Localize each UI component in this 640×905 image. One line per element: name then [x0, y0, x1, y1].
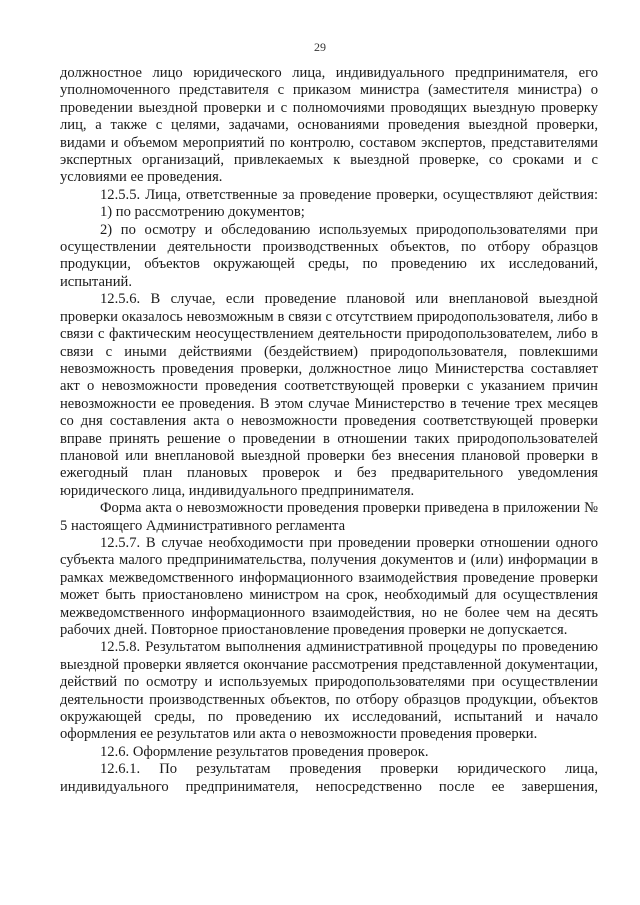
paragraph: 12.6.1. По результатам проведения проверки юридического лица, индивидуального предпринимателя, непосредственно после ее завершения,: [60, 761, 598, 795]
page-number: 29: [314, 40, 326, 54]
paragraph: Форма акта о невозможности проведения проверки приведена в приложении № 5 настоящего Административного регламента: [60, 500, 598, 534]
paragraph: 2) по осмотру и обследованию используемых природопользователями при осуществлении деятельности производственных объектов, по отбору образцов продукции, объектов окружающей среды, по проведению их исследований, испытаний.: [60, 221, 598, 290]
paragraph: 1) по рассмотрению документов;: [100, 204, 305, 221]
paragraph: 12.5.6. В случае, если проведение плановой или внеплановой выездной проверки оказалось невозможным в связи с отсутствием природопользователя, либо в связи с фактическим неосуществлением деятельности природопользователем, либо в связи с иными действиями (бездействием) природопользователя, повлекшими невозможность проведения проверки, должностное лицо Министерства составляет акт о невозможности проведения соответствующей проверки с указанием причин невозможности ее проведения. В этом случае Министерство в течение трех месяцев со дня составления акта о невозможности проведения соответствующей проверки вправе принять решение о проведении в отношении таких природопользователей плановой или внеплановой выездной проверки без внесения плановой проверки в ежегодный план плановых проверок и без предварительного уведомления юридического лица, индивидуального предпринимателя.: [60, 291, 598, 499]
paragraph: 12.5.5. Лица, ответственные за проведение проверки, осуществляют действия:: [100, 186, 598, 203]
paragraph: 12.5.8. Результатом выполнения административной процедуры по проведению выездной проверки является окончание рассмотрения представленной документации, действий по осмотру и используемых природопользователями при осуществлении деятельности производственных объектов, по отбору образцов продукции, объектов окружающей среды, по проведению их исследований, испытаний и начало оформления ее результатов или акта о невозможности проведения проверки.: [60, 639, 598, 743]
document-body: [60, 65, 598, 796]
paragraph: 12.6. Оформление результатов проведения проверок.: [100, 743, 429, 760]
paragraph: должностное лицо юридического лица, индивидуального предпринимателя, его уполномоченного представителя с приказом министра (заместителя министра) о проведении выездной проверки и с полномочиями проводящих выездную проверку лиц, а также с целями, задачами, основаниями проведения выездной проверки, видами и объемом мероприятий по контролю, составом экспертов, представителями экспертных организаций, привлекаемых к выездной проверке, со сроками и с условиями ее проведения.: [60, 65, 598, 186]
paragraph: 12.5.7. В случае необходимости при проведении проверки отношении одного субъекта малого предпринимательства, получения документов и (или) информации в рамках межведомственного информационного взаимодействия проведение проверки может быть приостановлено министром на срок, необходимый для осуществления межведомственного информационного взаимодействия, но не более чем на десять рабочих дней. Повторное приостановление проведения проверки не допускается.: [60, 534, 598, 638]
